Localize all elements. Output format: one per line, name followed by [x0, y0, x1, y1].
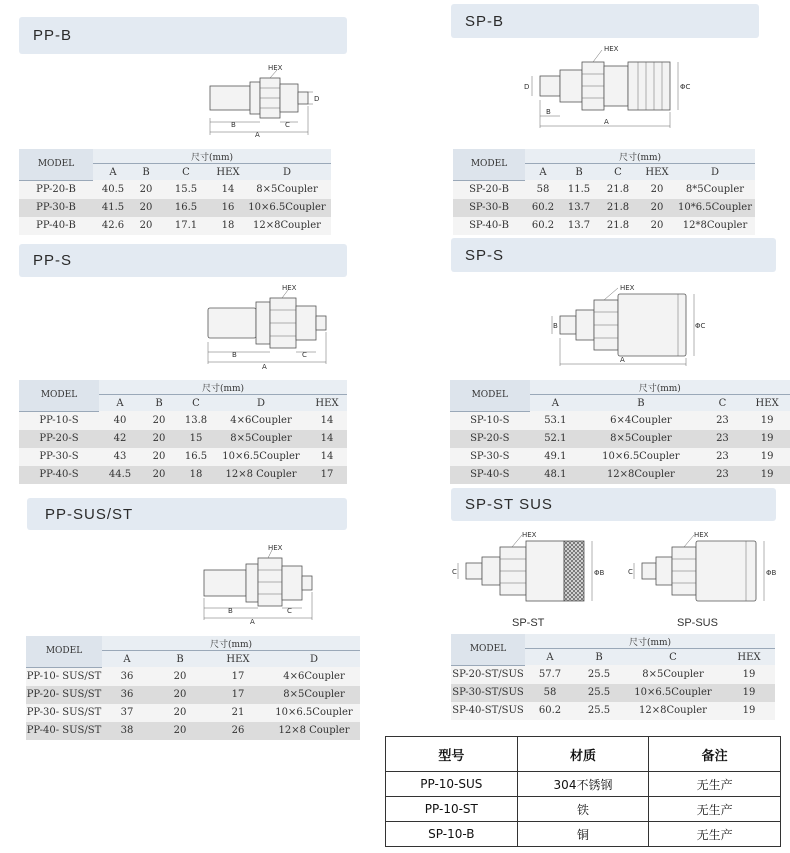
column-header: B	[581, 395, 700, 412]
section-title-sp-s: SP-S	[451, 238, 776, 272]
sp-st-phib-label: ΦB	[594, 569, 605, 577]
material-cell: 304不锈钢	[517, 772, 649, 797]
value-cell: 14	[213, 180, 243, 199]
value-cell: 42.6	[93, 217, 133, 235]
sp-b-spec-table	[453, 149, 755, 235]
model-cell: SP-20-S	[450, 430, 530, 448]
value-cell: 12×8 Coupler	[268, 722, 360, 740]
value-cell: 17	[307, 466, 347, 484]
value-cell: 12×8 Coupler	[215, 466, 307, 484]
sp-b-hex-label: HEX	[604, 45, 619, 53]
model-cell: PP-30- SUS/ST	[26, 704, 102, 722]
model-cell: PP-10-S	[19, 411, 99, 430]
value-cell: 20	[152, 667, 208, 686]
value-cell: 10×6.5Coupler	[623, 684, 723, 702]
value-cell: 60.2	[525, 217, 561, 235]
pp-sus-st-spec-table	[26, 636, 360, 740]
value-cell: 8×5Coupler	[581, 430, 700, 448]
value-cell: 8×5Coupler	[243, 180, 331, 199]
value-cell: 4×6Coupler	[268, 667, 360, 686]
value-cell: 26	[208, 722, 268, 740]
value-cell: 8×5Coupler	[268, 686, 360, 704]
value-cell: 48.1	[530, 466, 582, 484]
value-cell: 19	[723, 665, 775, 684]
pp-sus-st-drawing	[190, 540, 330, 625]
dimension-group-header: 尺寸(mm)	[93, 149, 331, 164]
value-cell: 10×6.5Coupler	[268, 704, 360, 722]
material-cell: SP-10-B	[386, 822, 518, 847]
table-row	[19, 199, 331, 217]
value-cell: 23	[701, 411, 745, 430]
table-row	[26, 722, 360, 740]
value-cell: 17.1	[159, 217, 213, 235]
value-cell: 15.5	[159, 180, 213, 199]
sp-s-b-label: B	[553, 322, 558, 330]
sp-sus-caption: SP-SUS	[677, 617, 718, 629]
value-cell: 14	[307, 411, 347, 430]
table-row	[19, 430, 347, 448]
model-cell: PP-40-S	[19, 466, 99, 484]
value-cell: 23	[701, 430, 745, 448]
sp-s-a-label: A	[620, 356, 625, 364]
model-cell: SP-10-S	[450, 411, 530, 430]
value-cell: 20	[152, 686, 208, 704]
table-row	[386, 822, 781, 847]
sp-sus-drawing	[628, 525, 778, 615]
value-cell: 20	[141, 448, 177, 466]
section-title-sp-b: SP-B	[451, 4, 759, 38]
pp-s-b-label: B	[232, 351, 237, 359]
column-header: HEX	[307, 395, 347, 412]
value-cell: 11.5	[561, 180, 597, 199]
value-cell: 20	[133, 180, 159, 199]
model-cell: SP-30-S	[450, 448, 530, 466]
table-row	[451, 702, 775, 720]
model-column-header: MODEL	[26, 636, 102, 667]
sp-st-drawing	[452, 525, 612, 615]
material-header-remark: 备注	[649, 737, 781, 772]
pp-b-b-label: B	[231, 121, 236, 129]
pp-b-d-label: D	[314, 95, 320, 103]
pp-s-a-label: A	[262, 363, 267, 370]
column-header: C	[623, 649, 723, 666]
pp-sus-st-a-label: A	[250, 618, 255, 625]
model-cell: SP-20-ST/SUS	[451, 665, 525, 684]
value-cell: 40	[99, 411, 141, 430]
material-header-material: 材质	[517, 737, 649, 772]
table-row	[453, 217, 755, 235]
value-cell: 17	[208, 686, 268, 704]
material-header-model: 型号	[386, 737, 518, 772]
sp-b-a-label: A	[604, 118, 609, 126]
sp-sus-hex-label: HEX	[694, 531, 709, 539]
model-cell: PP-20-B	[19, 180, 93, 199]
material-cell: PP-10-SUS	[386, 772, 518, 797]
table-row	[451, 665, 775, 684]
value-cell: 20	[141, 466, 177, 484]
table-row	[26, 704, 360, 722]
model-column-header: MODEL	[19, 149, 93, 180]
table-row	[450, 430, 790, 448]
value-cell: 20	[141, 430, 177, 448]
section-title-pp-s: PP-S	[19, 244, 347, 277]
value-cell: 16	[213, 199, 243, 217]
value-cell: 21.8	[597, 199, 639, 217]
sp-s-spec-table	[450, 380, 790, 484]
value-cell: 21.8	[597, 180, 639, 199]
model-column-header: MODEL	[451, 634, 525, 665]
value-cell: 42	[99, 430, 141, 448]
column-header: C	[701, 395, 745, 412]
column-header: A	[530, 395, 582, 412]
column-header: B	[575, 649, 623, 666]
table-row	[19, 448, 347, 466]
model-cell: PP-30-S	[19, 448, 99, 466]
table-row	[450, 448, 790, 466]
pp-b-spec-table	[19, 149, 331, 235]
value-cell: 10×6.5Coupler	[581, 448, 700, 466]
pp-sus-st-c-label: C	[287, 607, 292, 615]
value-cell: 60.2	[525, 199, 561, 217]
value-cell: 13.8	[177, 411, 215, 430]
sp-s-hex-label: HEX	[620, 284, 635, 292]
table-row	[26, 686, 360, 704]
value-cell: 16.5	[177, 448, 215, 466]
value-cell: 17	[208, 667, 268, 686]
value-cell: 14	[307, 448, 347, 466]
pp-s-drawing	[196, 280, 346, 370]
model-cell: PP-10- SUS/ST	[26, 667, 102, 686]
value-cell: 10×6.5Coupler	[215, 448, 307, 466]
value-cell: 49.1	[530, 448, 582, 466]
value-cell: 6×4Coupler	[581, 411, 700, 430]
value-cell: 19	[744, 448, 790, 466]
sp-sus-phib-label: ΦB	[766, 569, 777, 577]
value-cell: 20	[133, 217, 159, 235]
column-header: B	[133, 164, 159, 181]
value-cell: 36	[102, 667, 152, 686]
column-header: HEX	[213, 164, 243, 181]
table-row	[453, 199, 755, 217]
table-row	[19, 217, 331, 235]
pp-b-c-label: C	[285, 121, 290, 129]
table-row	[19, 411, 347, 430]
sp-b-b-label: B	[546, 108, 551, 116]
value-cell: 44.5	[99, 466, 141, 484]
table-row	[450, 466, 790, 484]
model-column-header: MODEL	[19, 380, 99, 411]
value-cell: 12*8Coupler	[675, 217, 755, 235]
dimension-group-header: 尺寸(mm)	[530, 380, 790, 395]
material-cell: 铜	[517, 822, 649, 847]
table-row	[450, 411, 790, 430]
model-cell: SP-40-S	[450, 466, 530, 484]
value-cell: 14	[307, 430, 347, 448]
column-header: A	[525, 649, 575, 666]
column-header: D	[243, 164, 331, 181]
column-header: B	[561, 164, 597, 181]
value-cell: 12×8Coupler	[581, 466, 700, 484]
pp-s-c-label: C	[302, 351, 307, 359]
value-cell: 19	[744, 430, 790, 448]
model-cell: PP-40- SUS/ST	[26, 722, 102, 740]
value-cell: 20	[152, 704, 208, 722]
column-header: C	[159, 164, 213, 181]
model-column-header: MODEL	[450, 380, 530, 411]
pp-b-a-label: A	[255, 131, 260, 139]
column-header: D	[675, 164, 755, 181]
sp-b-d-label: D	[524, 83, 530, 91]
dimension-group-header: 尺寸(mm)	[525, 149, 755, 164]
sp-st-hex-label: HEX	[522, 531, 537, 539]
value-cell: 57.7	[525, 665, 575, 684]
value-cell: 20	[133, 199, 159, 217]
sp-b-drawing	[520, 42, 700, 132]
value-cell: 16.5	[159, 199, 213, 217]
value-cell: 25.5	[575, 684, 623, 702]
column-header: HEX	[639, 164, 675, 181]
section-title-pp-b: PP-B	[19, 17, 347, 54]
value-cell: 13.7	[561, 199, 597, 217]
column-header: B	[141, 395, 177, 412]
value-cell: 18	[213, 217, 243, 235]
pp-sus-st-hex-label: HEX	[268, 544, 283, 552]
value-cell: 19	[744, 466, 790, 484]
pp-b-hex-label: HEX	[268, 64, 283, 72]
column-header: A	[93, 164, 133, 181]
value-cell: 52.1	[530, 430, 582, 448]
value-cell: 19	[723, 702, 775, 720]
value-cell: 38	[102, 722, 152, 740]
value-cell: 25.5	[575, 702, 623, 720]
model-cell: PP-40-B	[19, 217, 93, 235]
table-row	[451, 684, 775, 702]
value-cell: 23	[701, 448, 745, 466]
column-header: B	[152, 651, 208, 668]
table-row	[26, 667, 360, 686]
value-cell: 41.5	[93, 199, 133, 217]
value-cell: 8×5Coupler	[623, 665, 723, 684]
column-header: A	[102, 651, 152, 668]
model-cell: SP-20-B	[453, 180, 525, 199]
column-header: D	[268, 651, 360, 668]
column-header: HEX	[744, 395, 790, 412]
sp-s-drawing	[548, 280, 708, 370]
dimension-group-header: 尺寸(mm)	[102, 636, 360, 651]
column-header: HEX	[208, 651, 268, 668]
model-cell: SP-30-ST/SUS	[451, 684, 525, 702]
pp-sus-st-b-label: B	[228, 607, 233, 615]
value-cell: 19	[744, 411, 790, 430]
dimension-group-header: 尺寸(mm)	[99, 380, 347, 395]
model-cell: PP-20- SUS/ST	[26, 686, 102, 704]
value-cell: 10*6.5Coupler	[675, 199, 755, 217]
material-cell: PP-10-ST	[386, 797, 518, 822]
value-cell: 23	[701, 466, 745, 484]
model-cell: PP-30-B	[19, 199, 93, 217]
pp-s-spec-table	[19, 380, 347, 484]
value-cell: 20	[639, 180, 675, 199]
value-cell: 8*5Coupler	[675, 180, 755, 199]
column-header: A	[99, 395, 141, 412]
column-header: HEX	[723, 649, 775, 666]
value-cell: 18	[177, 466, 215, 484]
value-cell: 8×5Coupler	[215, 430, 307, 448]
value-cell: 40.5	[93, 180, 133, 199]
sp-b-phic-label: ΦC	[680, 83, 691, 91]
value-cell: 20	[639, 199, 675, 217]
table-row	[19, 466, 347, 484]
column-header: A	[525, 164, 561, 181]
model-cell: SP-30-B	[453, 199, 525, 217]
model-cell: SP-40-ST/SUS	[451, 702, 525, 720]
value-cell: 15	[177, 430, 215, 448]
table-row	[19, 180, 331, 199]
model-cell: SP-40-B	[453, 217, 525, 235]
pp-s-hex-label: HEX	[282, 284, 297, 292]
sp-st-caption: SP-ST	[512, 617, 545, 629]
value-cell: 19	[723, 684, 775, 702]
sp-s-phic-label: ΦC	[695, 322, 706, 330]
section-title-pp-sus-st: PP-SUS/ST	[27, 498, 347, 530]
column-header: C	[597, 164, 639, 181]
material-table	[385, 736, 781, 847]
table-row	[386, 772, 781, 797]
value-cell: 21.8	[597, 217, 639, 235]
value-cell: 58	[525, 180, 561, 199]
model-column-header: MODEL	[453, 149, 525, 180]
value-cell: 21	[208, 704, 268, 722]
value-cell: 25.5	[575, 665, 623, 684]
pp-b-drawing	[195, 60, 335, 140]
value-cell: 53.1	[530, 411, 582, 430]
material-cell: 无生产	[649, 822, 781, 847]
value-cell: 36	[102, 686, 152, 704]
value-cell: 60.2	[525, 702, 575, 720]
table-row	[386, 797, 781, 822]
section-title-sp-st-sus: SP-ST SUS	[451, 488, 776, 521]
value-cell: 4×6Coupler	[215, 411, 307, 430]
value-cell: 20	[152, 722, 208, 740]
column-header: D	[215, 395, 307, 412]
value-cell: 58	[525, 684, 575, 702]
value-cell: 13.7	[561, 217, 597, 235]
value-cell: 12×8Coupler	[623, 702, 723, 720]
table-row	[453, 180, 755, 199]
sp-sus-c-label: C	[628, 568, 633, 576]
material-cell: 铁	[517, 797, 649, 822]
value-cell: 37	[102, 704, 152, 722]
value-cell: 10×6.5Coupler	[243, 199, 331, 217]
value-cell: 12×8Coupler	[243, 217, 331, 235]
value-cell: 20	[141, 411, 177, 430]
dimension-group-header: 尺寸(mm)	[525, 634, 775, 649]
sp-st-c-label: C	[452, 568, 457, 576]
column-header: C	[177, 395, 215, 412]
material-cell: 无生产	[649, 797, 781, 822]
sp-st-sus-spec-table	[451, 634, 775, 720]
model-cell: PP-20-S	[19, 430, 99, 448]
material-cell: 无生产	[649, 772, 781, 797]
value-cell: 43	[99, 448, 141, 466]
value-cell: 20	[639, 217, 675, 235]
